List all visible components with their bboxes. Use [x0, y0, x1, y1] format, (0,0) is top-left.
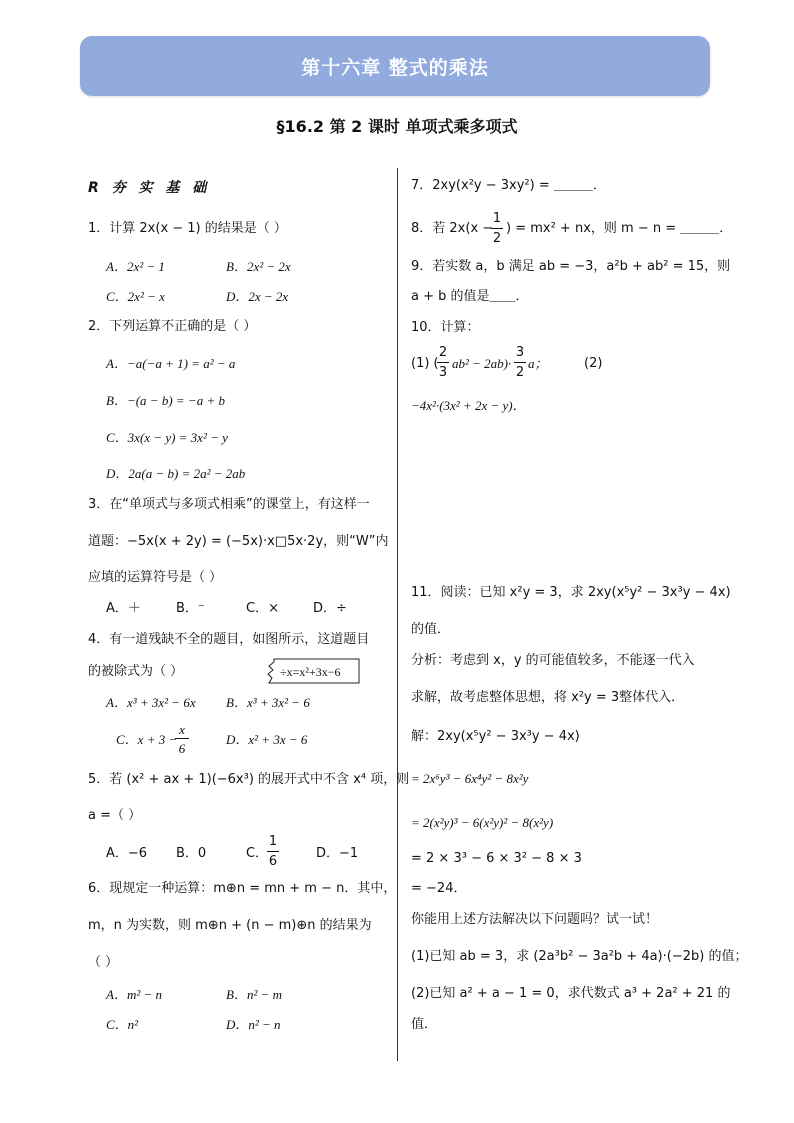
q10-1-denominator-2: 2: [515, 365, 525, 380]
q4-line1: 4．有一道残缺不全的题目，如图所示，这道题目: [88, 632, 370, 647]
q10-1-fraction-bar-2: [514, 362, 526, 363]
q11-analysis-2: 求解，故考虑整体思想，将 x²y = 3整体代入．: [411, 690, 685, 705]
q5-option-c-prefix: C．: [246, 846, 269, 861]
q11-solution-2: = 2x⁶y³ − 6x⁴y² − 8x²y: [411, 771, 529, 786]
q11-solution-1: 解：2xy(x⁵y² − 3x³y − 4x): [411, 729, 580, 744]
chapter-banner: [80, 36, 710, 96]
q6-line3: （ ）: [88, 955, 119, 970]
q4-option-d: D．x² + 3x − 6: [226, 732, 308, 747]
q1-option-b: B．2x² − 2x: [226, 259, 291, 274]
q5-option-c-numerator: 1: [268, 834, 278, 849]
q10-1-prefix: (1) (: [411, 356, 439, 371]
q10-title: 10．计算：: [411, 320, 480, 335]
q6-option-d: D．n² − n: [226, 1017, 281, 1032]
q1-option-d: D．2x − 2x: [226, 289, 289, 304]
q3-line3: 应填的运算符号是（ ）: [88, 570, 223, 585]
q5-line1: 5．若 (x² + ax + 1)(−6x³) 的展开式中不含 x⁴ 项，则: [88, 772, 410, 787]
q3-line2: 道题：−5x(x + 2y) = (−5x)·x□5x·2y，则“W”内: [88, 534, 389, 549]
q6-option-a: A．m² − n: [106, 987, 162, 1002]
q10-1-numerator-2: 3: [515, 345, 525, 360]
q2-option-b: B．−(a − b) = −a + b: [106, 393, 225, 408]
q10-1-suffix: a；: [528, 356, 548, 371]
figure-expression: ÷x=x²+3x−6: [280, 665, 341, 679]
section-label: R 夯 实 基 础: [88, 180, 211, 196]
q1-option-c: C．2x² − x: [106, 289, 165, 304]
q6-line1: 6．现规定一种运算：m⊕n = mn + m − n．其中，: [88, 881, 397, 896]
q10-1-denominator-1: 3: [438, 365, 448, 380]
q2-option-d: D．2a(a − b) = 2a² − 2ab: [106, 466, 246, 481]
q7: 7．2xy(x²y − 3xy²) = ＿＿＿．: [411, 178, 606, 193]
q8-fraction-bar: [491, 228, 503, 229]
chapter-title: 第十六章 整式的乘法: [301, 56, 489, 79]
q4-option-c-numerator: x: [179, 722, 185, 737]
q11-part-2a: (2)已知 a² + a − 1 = 0，求代数式 a³ + 2a² + 21 的: [411, 986, 731, 1001]
q2-option-c: C．3x(x − y) = 3x² − y: [106, 430, 228, 445]
q4-option-a: A．x³ + 3x² − 6x: [106, 695, 196, 710]
q3-option-b: B．⁻: [176, 601, 205, 616]
q4-option-c-denominator: 6: [178, 741, 186, 756]
q4-option-b: B．x³ + 3x² − 6: [226, 695, 310, 710]
q10-1-numerator-1: 2: [438, 345, 448, 360]
q3-line1: 3．在“单项式与多项式相乘”的课堂上，有这样一: [88, 497, 370, 512]
column-divider: [397, 168, 398, 1061]
q1-stem: 1．计算 2x(x − 1) 的结果是（ ）: [88, 221, 287, 236]
q11-line2: 的值．: [411, 622, 451, 637]
q2-stem: 2．下列运算不正确的是（ ）: [88, 319, 257, 334]
q9-line2: a + b 的值是＿＿．: [411, 289, 529, 304]
torn-paper-figure: [264, 656, 362, 686]
q4-option-c-prefix: C．x + 3 −: [116, 732, 178, 747]
q11-line1: 11．阅读：已知 x²y = 3，求 2xy(x⁵y² − 3x³y − 4x): [411, 585, 731, 600]
q3-option-a: A．＋: [106, 601, 141, 616]
q10-2-label: (2): [584, 356, 603, 371]
q4-option-c-fraction-bar: [175, 738, 189, 739]
q5-option-b: B．0: [176, 846, 207, 861]
q10-1-middle: ab² − 2ab)·: [452, 356, 512, 371]
q11-solution-5: = −24．: [411, 881, 467, 896]
q9-line1: 9．若实数 a，b 满足 ab = −3，a²b + ab² = 15，则: [411, 259, 731, 274]
q3-option-d: D．÷: [313, 601, 347, 616]
q8-suffix: ) = mx² + nx，则 m − n = ＿＿＿．: [506, 221, 733, 236]
q5-option-c-fraction-bar: [267, 851, 279, 852]
q11-solution-3: = 2(x²y)³ − 6(x²y)² − 8(x²y): [411, 815, 554, 830]
q11-analysis-1: 分析：考虑到 x，y 的可能值较多，不能逐一代入: [411, 653, 695, 668]
q8-denominator: 2: [492, 231, 502, 246]
q10-2-expression: −4x²·(3x² + 2x − y)．: [411, 398, 526, 413]
q11-part-1: (1)已知 ab = 3，求 (2a³b² − 3a²b + 4a)·(−2b) 的值；: [411, 949, 748, 964]
q11-solution-4: = 2 × 3³ − 6 × 3² − 8 × 3: [411, 851, 582, 866]
q2-option-a: A．−a(−a + 1) = a² − a: [106, 356, 236, 371]
q11-part-2b: 值．: [411, 1017, 438, 1032]
lesson-title: §16.2 第 2 课时 单项式乘多项式: [276, 117, 518, 136]
q5-option-c-denominator: 6: [268, 854, 278, 869]
q1-option-a: A．2x² − 1: [106, 259, 165, 274]
q8-prefix: 8．若 2x(x −: [411, 221, 494, 236]
q6-option-b: B．n² − m: [226, 987, 282, 1002]
q8-numerator: 1: [492, 211, 502, 226]
q4-line2: 的被除式为（ ）: [88, 664, 184, 679]
q3-option-c: C．×: [246, 601, 279, 616]
q11-try: 你能用上述方法解决以下问题吗？试一试！: [411, 912, 659, 927]
q6-line2: m，n 为实数，则 m⊕n + (n − m)⊕n 的结果为: [88, 918, 372, 933]
q5-option-a: A．−6: [106, 846, 148, 861]
q10-1-fraction-bar-1: [437, 362, 449, 363]
q6-option-c: C．n²: [106, 1017, 139, 1032]
q5-line2: a =（ ）: [88, 808, 142, 823]
q5-option-d: D．−1: [316, 846, 359, 861]
